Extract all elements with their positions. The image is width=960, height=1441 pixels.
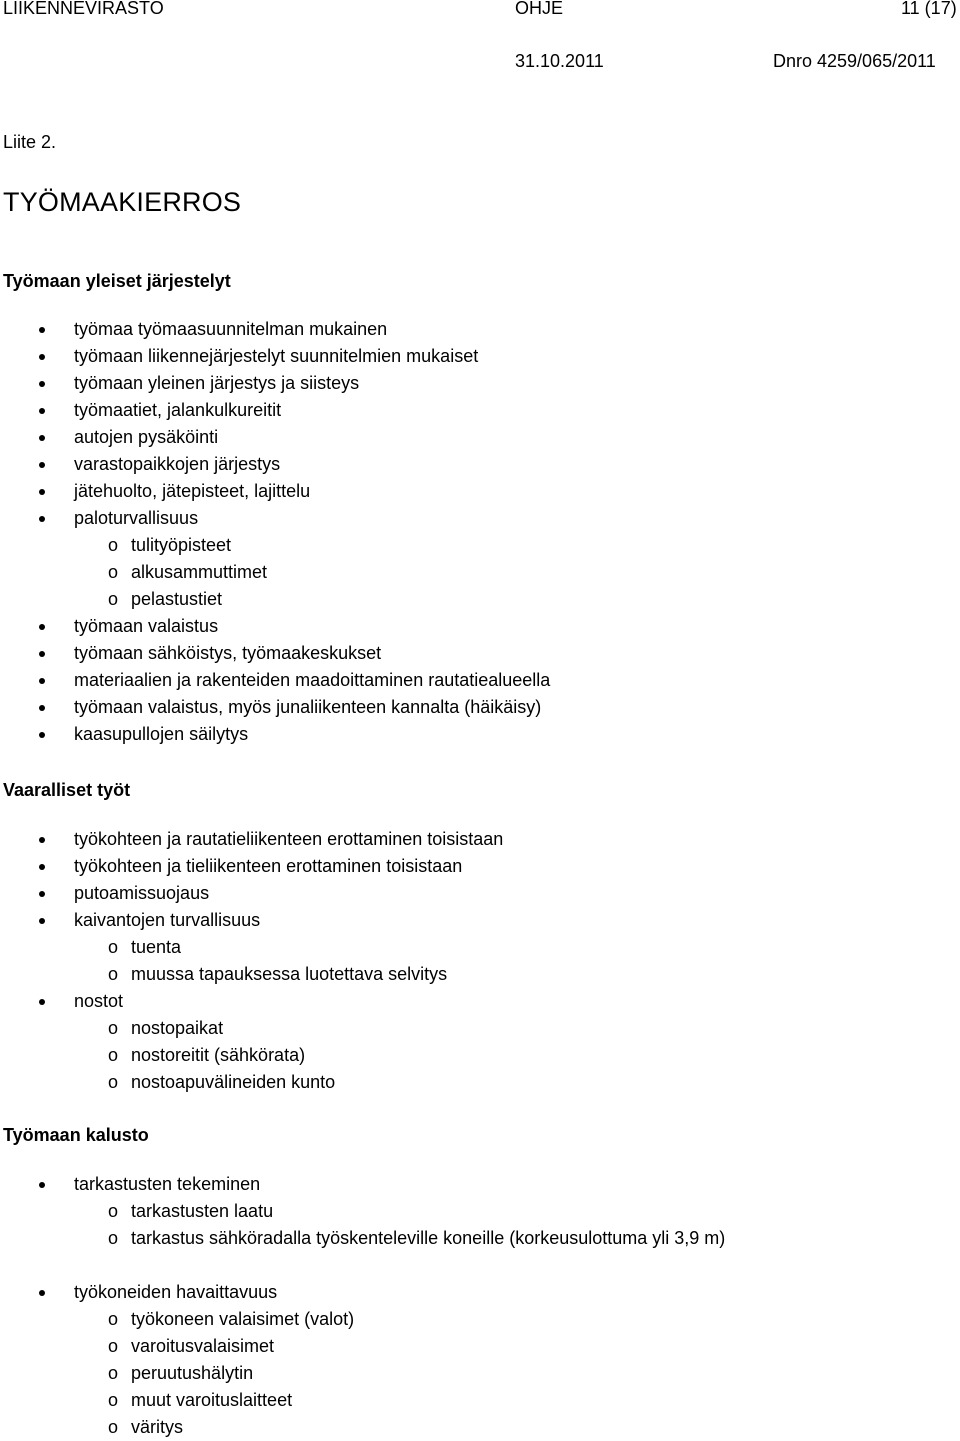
page-number: 11 (17) xyxy=(901,0,957,18)
list-spacer xyxy=(0,1252,940,1279)
section-heading-hazardous-work: Vaaralliset työt xyxy=(3,780,131,800)
general-arrangements-list xyxy=(0,316,940,748)
list-item: työmaan valaistus xyxy=(0,613,940,640)
section-heading-site-equipment: Työmaan kalusto xyxy=(3,1125,149,1145)
document-type: OHJE xyxy=(515,0,564,18)
list-item: työmaatiet, jalankulkureitit xyxy=(0,397,940,424)
hazardous-work-list xyxy=(0,826,940,1096)
sub-list-item: o työkoneen valaisimet (valot) xyxy=(0,1306,940,1333)
sub-list-item: o pelastustiet xyxy=(0,586,940,613)
sub-list-item: o muut varoituslaitteet xyxy=(0,1387,940,1414)
sub-list-item: o nostopaikat xyxy=(0,1015,940,1042)
sub-list-item: o tarkastusten laatu xyxy=(0,1198,940,1225)
list-item: työkoneiden havaittavuus xyxy=(0,1279,940,1306)
sub-list-item: o muussa tapauksessa luotettava selvitys xyxy=(0,961,940,988)
list-item: työmaan valaistus, myös junaliikenteen kannalta (häikäisy) xyxy=(0,694,940,721)
list-item: työmaan yleinen järjestys ja siisteys xyxy=(0,370,940,397)
list-item: työmaan sähköistys, työmaakeskukset xyxy=(0,640,940,667)
list-item: kaivantojen turvallisuus xyxy=(0,907,940,934)
page-title: TYÖMAAKIERROS xyxy=(3,187,242,217)
sub-list-item: o peruutushälytin xyxy=(0,1360,940,1387)
document-register-number: Dnro 4259/065/2011 xyxy=(773,51,936,71)
list-item: työkohteen ja rautatieliikenteen erottaminen toisistaan xyxy=(0,826,940,853)
list-item: paloturvallisuus xyxy=(0,505,940,532)
attachment-label: Liite 2. xyxy=(3,132,57,152)
site-equipment-list xyxy=(0,1171,940,1441)
list-item: autojen pysäköinti xyxy=(0,424,940,451)
sub-list-item: o varoitusvalaisimet xyxy=(0,1333,940,1360)
list-item: kaasupullojen säilytys xyxy=(0,721,940,748)
list-item: tarkastusten tekeminen xyxy=(0,1171,940,1198)
list-item: varastopaikkojen järjestys xyxy=(0,451,940,478)
sub-list-item: o alkusammuttimet xyxy=(0,559,940,586)
sub-list-item: o tuenta xyxy=(0,934,940,961)
list-item: materiaalien ja rakenteiden maadoittaminen rautatiealueella xyxy=(0,667,940,694)
sub-list-item: o väritys xyxy=(0,1414,940,1441)
sub-list-item: o nostoreitit (sähkörata) xyxy=(0,1042,940,1069)
list-item: jätehuolto, jätepisteet, lajittelu xyxy=(0,478,940,505)
organization-name: LIIKENNEVIRASTO xyxy=(3,0,164,18)
list-item: nostot xyxy=(0,988,940,1015)
list-item: työmaan liikennejärjestelyt suunnitelmien mukaiset xyxy=(0,343,940,370)
section-heading-general-arrangements: Työmaan yleiset järjestelyt xyxy=(3,271,231,291)
document-date: 31.10.2011 xyxy=(515,51,604,71)
sub-list-item: o tarkastus sähköradalla työskenteleville koneille (korkeusulottuma yli 3,9 m) xyxy=(0,1225,940,1252)
list-item: työmaa työmaasuunnitelman mukainen xyxy=(0,316,940,343)
list-item: työkohteen ja tieliikenteen erottaminen toisistaan xyxy=(0,853,940,880)
sub-list-item: o nostoapuvälineiden kunto xyxy=(0,1069,940,1096)
sub-list-item: o tulityöpisteet xyxy=(0,532,940,559)
list-item: putoamissuojaus xyxy=(0,880,940,907)
